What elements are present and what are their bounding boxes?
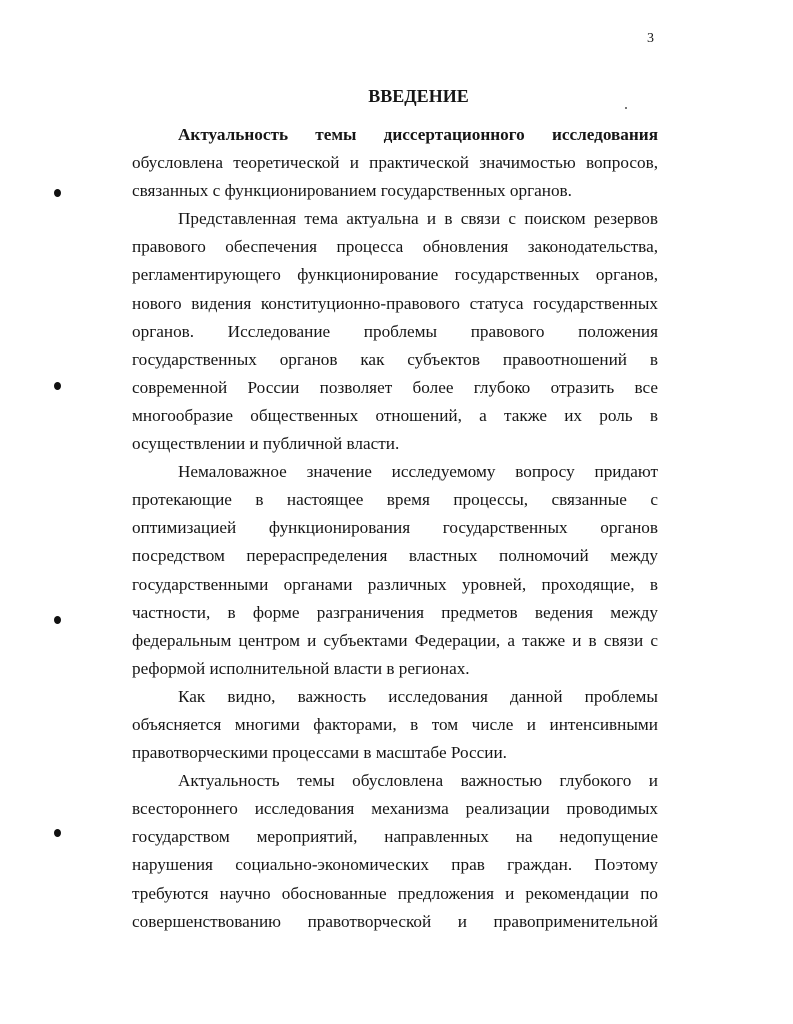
text-line: всестороннего исследования механизма реализации проводимых bbox=[132, 799, 658, 819]
text-line: правового обеспечения процесса обновления законодательства, bbox=[132, 237, 658, 257]
text-line: современной России позволяет более глубоко отразить все bbox=[132, 377, 658, 397]
text-line: реформой исполнительной власти в регионах. bbox=[132, 658, 470, 678]
text-line: объясняется многими факторами, в том числе и интенсивными bbox=[132, 714, 658, 734]
text-line: регламентирующего функционирование государственных органов, bbox=[132, 265, 658, 285]
text-line: посредством перераспределения властных полномочий между bbox=[132, 546, 658, 566]
text-line: Немаловажное значение исследуемому вопросу придают bbox=[178, 462, 658, 482]
text-line: Представленная тема актуальна и в связи с поиском резервов bbox=[178, 209, 658, 229]
text-line: Как видно, важность исследования данной проблемы bbox=[178, 686, 658, 706]
text-line: органов. Исследование проблемы правового положения bbox=[132, 321, 658, 341]
section-title: ВВЕДЕНИЕ bbox=[368, 86, 469, 106]
text-line: осуществлении и публичной власти. bbox=[132, 434, 400, 454]
binding-hole-mark bbox=[54, 382, 61, 390]
page-number: 3 bbox=[647, 31, 654, 46]
text-line: Актуальность темы обусловлена важностью глубокого и bbox=[178, 771, 658, 791]
text-line: многообразие общественных отношений, а также их роль в bbox=[132, 405, 658, 425]
binding-hole-mark bbox=[54, 189, 61, 197]
scan-speck bbox=[625, 107, 627, 109]
document-body bbox=[132, 121, 658, 936]
text-line: обусловлена теоретической и практической значимостью вопросов, bbox=[132, 153, 658, 173]
text-line: нового видения конституционно-правового статуса государственных bbox=[132, 293, 658, 313]
text-line: государственных органов как субъектов правоотношений в bbox=[132, 349, 658, 369]
text-line: частности, в форме разграничения предметов ведения между bbox=[132, 602, 658, 622]
paragraph-lead: Актуальность темы диссертационного исследования bbox=[178, 125, 658, 144]
text-line: федеральным центром и субъектами Федерации, а также и в связи с bbox=[132, 630, 658, 650]
text-line: государственными органами различных уровней, проходящие, в bbox=[132, 574, 658, 594]
text-line: государством мероприятий, направленных на недопущение bbox=[132, 827, 658, 847]
binding-hole-mark bbox=[54, 616, 61, 624]
text-line: нарушения социально-экономических прав граждан. Поэтому bbox=[132, 855, 658, 875]
binding-hole-mark bbox=[54, 829, 61, 837]
text-line: связанных с функционированием государственных органов. bbox=[132, 181, 572, 201]
text-line: требуются научно обоснованные предложения и рекомендации по bbox=[132, 883, 658, 903]
text-line: оптимизацией функционирования государственных органов bbox=[132, 518, 658, 538]
text-line: протекающие в настоящее время процессы, связанные с bbox=[132, 490, 658, 510]
text-line: правотворческими процессами в масштабе России. bbox=[132, 743, 507, 763]
text-line: совершенствованию правотворческой и правоприменительной bbox=[132, 911, 658, 931]
